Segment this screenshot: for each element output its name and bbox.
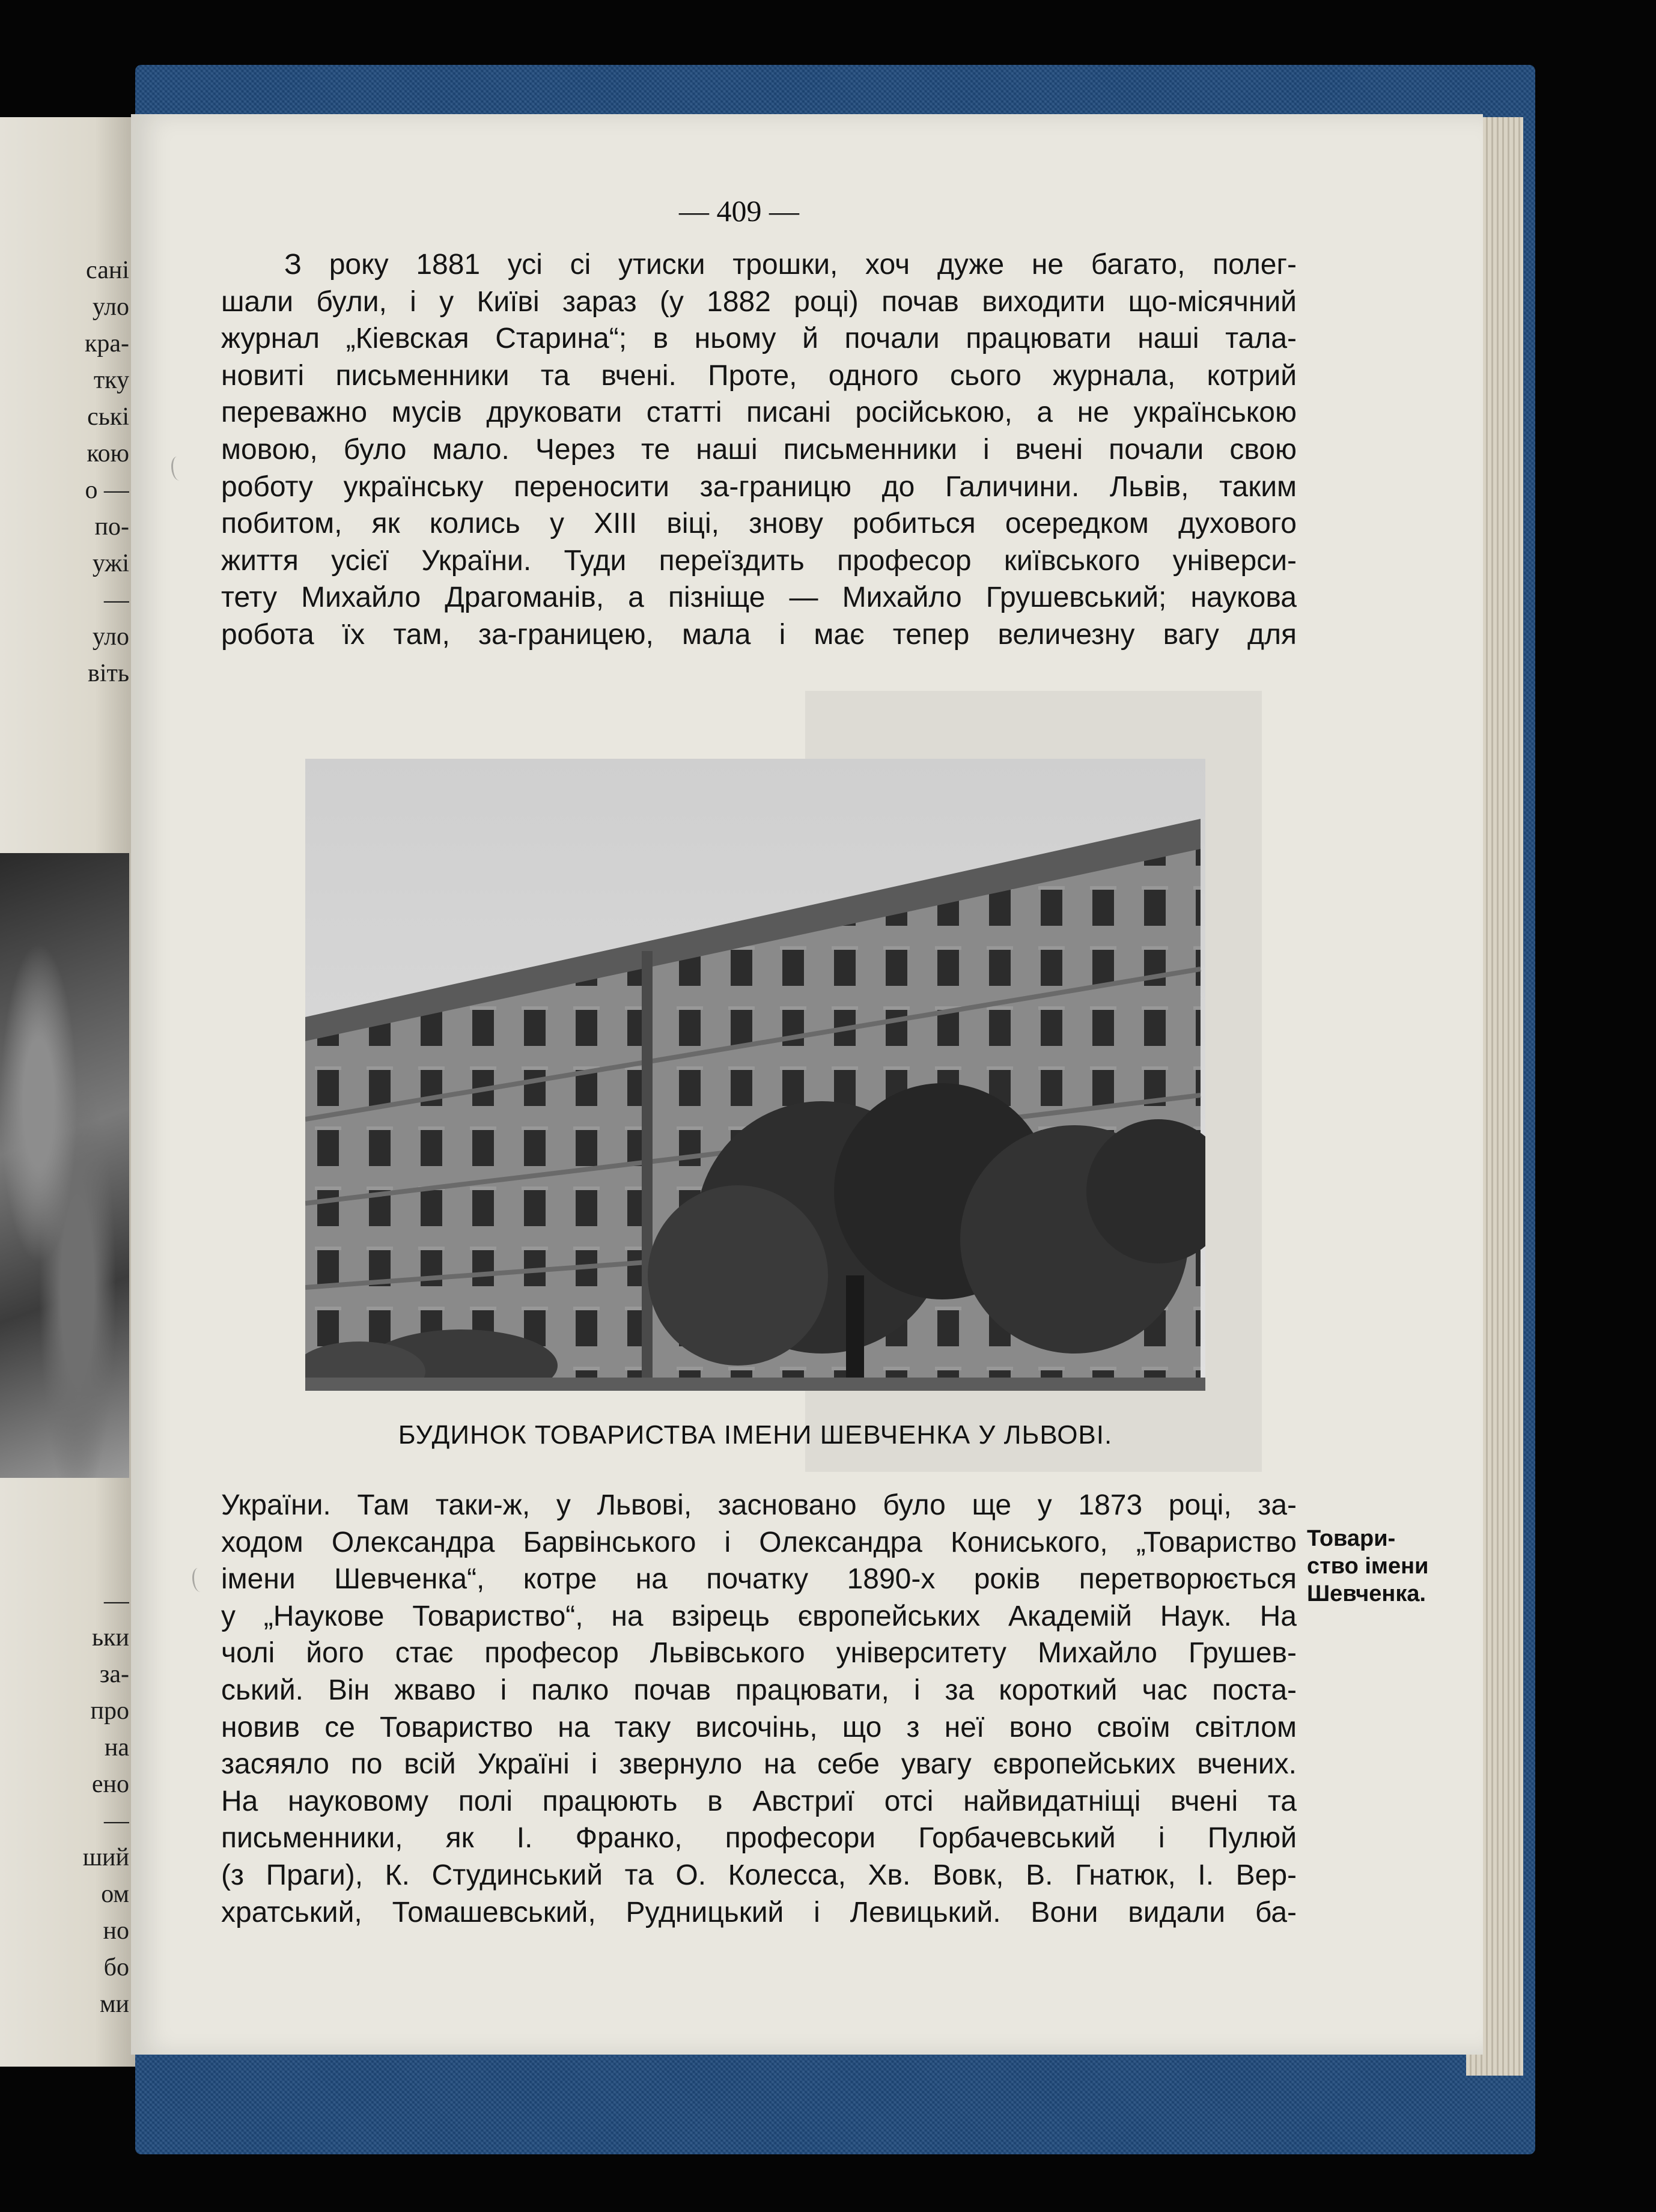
text-line: ство імени [1307, 1554, 1429, 1579]
text-line: (з Праги), К. Студинський та О. Колесса, Хв. Вовк, В. Гнатюк, І. Вер- [221, 1859, 1297, 1891]
text-line: журнал „Кіевская Старина“; в ньому й почали працювати наші тала- [221, 323, 1297, 355]
text-line: — [104, 586, 129, 614]
paragraph-2 [221, 1487, 1297, 1931]
page-number: — 409 — [679, 194, 799, 228]
text-line: Товари- [1307, 1526, 1396, 1551]
previous-page-photo [0, 853, 129, 1478]
text-line: З року 1881 усі сі утиски трошки, хоч дуже не багато, полег- [284, 249, 1297, 281]
text-line: ено [91, 1770, 129, 1798]
text-line: хратський, Томашевський, Рудницький і Левицький. Вони видали ба- [221, 1896, 1297, 1928]
text-line: уло [92, 623, 129, 651]
text-line: життя усієї України. Туди переїздить професор київського універси- [221, 544, 1297, 577]
text-line: новив се Товариство на таку височінь, що з неї воно своїм світлом [221, 1711, 1297, 1743]
text-line: ми [99, 1990, 129, 2018]
text-line: ські [87, 403, 129, 431]
text-line: кою [87, 440, 129, 467]
text-line: сані [86, 257, 129, 284]
text-line: тету Михайло Драгоманів, а пізніще — Михайло Грушевський; наукова [221, 582, 1297, 614]
text-line: тку [93, 366, 129, 394]
text-line: на [104, 1734, 129, 1761]
text-line: ьки [91, 1624, 129, 1651]
text-line: України. Там таки-ж, у Львові, засновано було ще у 1873 році, за- [221, 1489, 1297, 1521]
text-line: кра- [84, 330, 129, 357]
text-line: про [90, 1697, 129, 1725]
paragraph-1 [221, 246, 1297, 654]
text-line: письменники, як І. Франко, професори Горбачевський і Пулюй [221, 1822, 1297, 1855]
text-line: — [104, 1807, 129, 1835]
text-line: уло [92, 293, 129, 321]
text-line: ходом Олександра Барвінського і Олександра Кониського, „Товариство [221, 1526, 1297, 1558]
text-line: ський. Він жваво і палко почав працювати, і за короткий час поста- [221, 1674, 1297, 1706]
text-line: — [104, 1587, 129, 1615]
previous-page-text-bottom [0, 1583, 129, 2023]
text-line: по- [94, 513, 129, 541]
text-line: побитом, як колись у XIII віці, знову робиться осередком духового [221, 508, 1297, 540]
text-line: На науковому полі працюють в Австриї отсі найвидатніщі вчені та [221, 1785, 1297, 1817]
margin-note [1307, 1525, 1427, 1608]
text-line: чолі його стає професор Львівського університету Михайло Грушев- [221, 1637, 1297, 1670]
text-line: бо [103, 1954, 129, 1981]
previous-page [0, 117, 135, 2067]
text-line: ший [82, 1844, 129, 1871]
text-line: мовою, було мало. Через те наші письменники і вчені почали свою [221, 433, 1297, 466]
text-line: о — [85, 476, 129, 504]
text-line: за- [99, 1661, 129, 1688]
text-line: роботу українську переносити за-границю до Галичини. Львів, таким [221, 470, 1297, 503]
photo-caption: БУДИНОК ТОВАРИСТВА ІМЕНИ ШЕВЧЕНКА У ЛЬВОВІ. [398, 1420, 1113, 1450]
text-line: ужі [92, 550, 129, 577]
text-line: но [103, 1917, 129, 1945]
text-line: віть [87, 660, 129, 687]
text-line: переважно мусів друковати статті писані російською, а не українською [221, 397, 1297, 429]
text-line: новиті письменники та вчені. Проте, одного сього журнала, котрий [221, 359, 1297, 392]
text-line: у „Наукове Товариство“, на взірець європейських Академій Наук. На [221, 1600, 1297, 1632]
building-photo [305, 759, 1205, 1391]
text-line: засяяло по всій Україні і звернуло на себе увагу європейських вчених. [221, 1748, 1297, 1781]
previous-page-text-top [0, 252, 129, 692]
text-line: імени Шевченка“, котре на початку 1890-х років перетворюється [221, 1563, 1297, 1596]
text-line: робота їх там, за-границею, мала і має тепер величезну вагу для [221, 618, 1297, 651]
text-line: ом [101, 1880, 129, 1908]
text-line: Шевченка. [1307, 1581, 1426, 1606]
text-line: шали були, і у Київі зараз (у 1882 році) почав виходити що-місячний [221, 285, 1297, 318]
